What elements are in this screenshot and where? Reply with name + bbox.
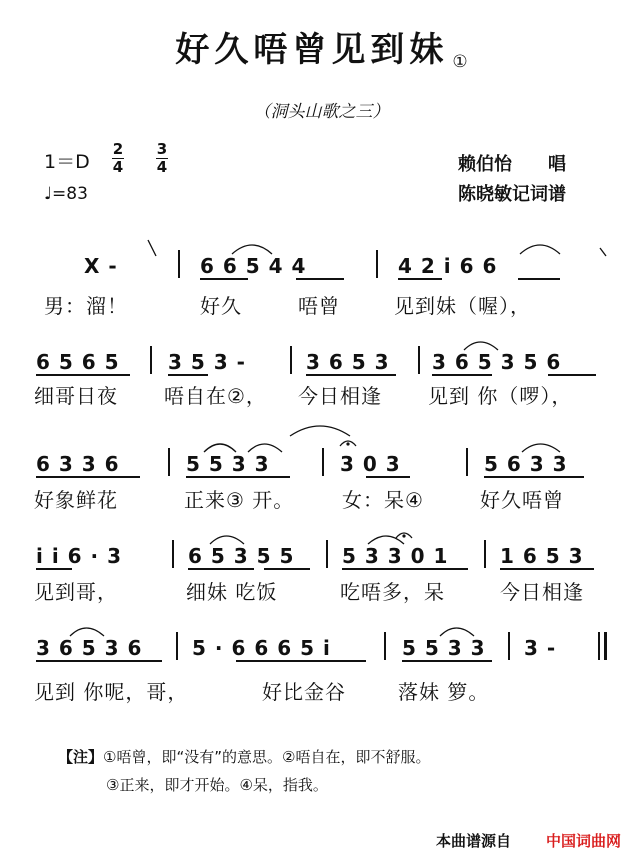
recorder-credit: 陈晓敏记词谱 [458, 184, 566, 205]
measure-notes: 5 5 3 3 [186, 452, 270, 476]
slur-arc [440, 628, 474, 636]
beam-line [342, 568, 468, 570]
quarter-note-icon: ♩ [44, 184, 53, 204]
slur-arc [520, 245, 560, 254]
measure-notes: X - [84, 254, 118, 278]
lyric-segment: 好象鲜花 [34, 488, 118, 512]
lyric-segment: 见到 你（啰）， [428, 384, 573, 408]
bar-line [172, 540, 174, 568]
beam-line [296, 278, 344, 280]
beam-line [548, 374, 596, 376]
bar-line [376, 250, 378, 278]
beam-line [36, 374, 130, 376]
bar-line [322, 448, 324, 476]
final-bar-line [598, 632, 600, 660]
beam-line [168, 374, 208, 376]
lyric-segment: 细妹 吃饭 [186, 580, 278, 604]
beam-line [484, 476, 584, 478]
fermata-dot [346, 442, 349, 445]
beam-line [306, 374, 396, 376]
slur-arc [464, 342, 498, 350]
lyric-segment: 细哥日夜 [34, 384, 118, 408]
beam-line [236, 660, 366, 662]
subtitle: （洞头山歌之三） [253, 102, 390, 122]
source-label: 本曲谱源自 [436, 832, 512, 850]
footnote-text-1: ①唔曾，即“没有”的意思。②唔自在，即不舒服。 [103, 748, 431, 766]
beam-line [500, 568, 594, 570]
measure-notes: 4 2 i 6 6 [398, 254, 498, 278]
measure-notes: 5 6 3 3 [484, 452, 568, 476]
time-signature-2-4 [112, 141, 124, 176]
measure-notes: 5 · 6 6 6 5 i [192, 636, 331, 660]
beam-line [36, 476, 140, 478]
final-bar-line-thick [604, 632, 607, 660]
beam-line [518, 278, 560, 280]
grace-mark [600, 248, 606, 256]
footnote-text-2: ③正来，即才开始。④呆，指我。 [106, 776, 328, 794]
slur-arc [522, 444, 560, 452]
beam-line [186, 476, 290, 478]
measure-notes: 3 - [524, 636, 557, 660]
fermata-dot [402, 534, 405, 537]
lyric-segment: 吃唔多，呆 [340, 580, 445, 604]
lyric-segment: 见到 你呢，哥， [34, 680, 189, 704]
beam-line [264, 568, 310, 570]
lyric-segment: 正来③ 开。 [184, 488, 295, 512]
lyric-segment: 唔自在②， [164, 384, 267, 408]
lyric-segment: 见到妹（喔）， [394, 294, 531, 318]
beam-line [188, 568, 254, 570]
slur-arc [248, 444, 282, 452]
fermata-arc [340, 441, 356, 446]
measure-notes: 6 6 5 4 4 [200, 254, 307, 278]
footnote-line-2 [58, 771, 430, 799]
lyric-segment: 好久 [200, 294, 242, 318]
beam-line [36, 568, 72, 570]
measure-notes: 3 6 5 3 5 6 [432, 350, 562, 374]
key-signature: 1＝D [44, 151, 90, 173]
measure-notes: 6 3 3 6 [36, 452, 120, 476]
measure-notes: 1 6 5 3 [500, 544, 584, 568]
beam-line [36, 660, 162, 662]
bar-line [508, 632, 510, 660]
beam-line [402, 660, 492, 662]
lyric-segment: 唔曾 [298, 294, 340, 318]
time-sig-numerator: 3 [156, 140, 168, 158]
measure-notes: 5 5 3 3 [402, 636, 486, 660]
beam-line [200, 278, 248, 280]
slur-arc [204, 444, 236, 452]
bar-line [326, 540, 328, 568]
lyric-segment: 落妹 箩。 [398, 680, 490, 704]
title-text: 好久唔曾见到妹 [175, 30, 449, 70]
bar-line [150, 346, 152, 374]
slur-arc [368, 536, 404, 544]
time-signature-3-4 [156, 141, 168, 176]
beam-line [432, 374, 492, 376]
bar-line [418, 346, 420, 374]
time-sig-numerator: 2 [112, 140, 124, 158]
slur-arc [70, 628, 104, 636]
slur-arc [232, 245, 272, 254]
song-title [0, 22, 643, 72]
bar-line [290, 346, 292, 374]
bar-line [484, 540, 486, 568]
lyric-segment: 男：溜！ [44, 294, 128, 318]
bar-line [384, 632, 386, 660]
measure-notes: 6 5 6 5 [36, 350, 120, 374]
measure-notes: 3 6 5 3 [306, 350, 390, 374]
bar-line [178, 250, 180, 278]
tempo-value: =83 [52, 184, 88, 204]
measure-notes: 3 0 3 [340, 452, 401, 476]
lyric-segment: 好久唔曾 [480, 488, 564, 512]
breath-mark [148, 240, 156, 256]
lyric-segment: 今日相逢 [298, 384, 382, 408]
lyric-segment: 见到哥， [34, 580, 118, 604]
bar-line [168, 448, 170, 476]
measure-notes: 6 5 3 5 5 [188, 544, 295, 568]
beam-line [398, 278, 442, 280]
source-site[interactable]: 中国词曲网 [546, 832, 622, 850]
title-footnote-mark: ① [452, 52, 468, 72]
lyric-segment: 女：呆④ [342, 488, 424, 512]
bar-line [176, 632, 178, 660]
footnote-line-1 [58, 743, 430, 771]
lyric-segment: 好比金谷 [262, 680, 346, 704]
slur-arc [210, 536, 244, 544]
singer-credit: 赖伯怡 唱 [458, 154, 566, 175]
footnote-label: 【注】 [58, 748, 104, 766]
time-sig-denominator: 4 [112, 158, 124, 176]
measure-notes: 3 5 3 - [168, 350, 246, 374]
measure-notes: i i 6 · 3 [36, 544, 122, 568]
footnotes [58, 743, 430, 799]
slur-arc [290, 426, 350, 436]
time-sig-denominator: 4 [156, 158, 168, 176]
beam-line [366, 476, 410, 478]
tempo-marking [44, 184, 88, 204]
fermata-arc [396, 533, 412, 538]
bar-line [466, 448, 468, 476]
measure-notes: 5 3 3 0 1 [342, 544, 449, 568]
lyric-segment: 今日相逢 [500, 580, 584, 604]
measure-notes: 3 6 5 3 6 [36, 636, 143, 660]
